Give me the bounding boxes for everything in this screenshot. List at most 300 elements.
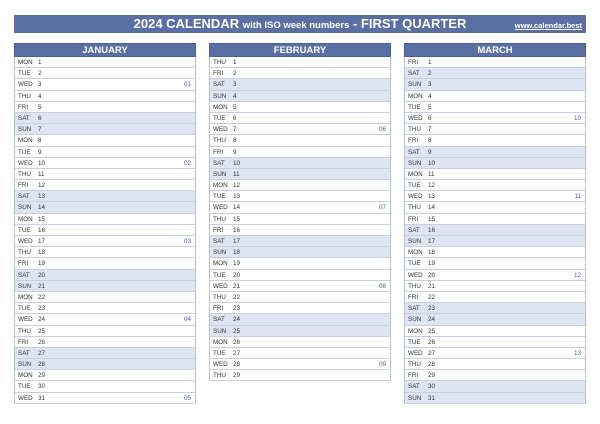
day-number: 13 xyxy=(233,193,241,201)
day-number: 21 xyxy=(38,282,46,290)
title-quarter: - FIRST QUARTER xyxy=(349,16,467,31)
day-row xyxy=(405,102,585,113)
day-of-week: SUN xyxy=(408,238,422,245)
day-row xyxy=(405,258,585,269)
day-of-week: MON xyxy=(213,260,228,268)
day-of-week: SAT xyxy=(18,271,30,279)
day-of-week: TUE xyxy=(18,70,31,78)
day-number: 6 xyxy=(233,114,237,122)
day-row xyxy=(15,135,195,146)
day-of-week: SAT xyxy=(408,305,420,313)
day-row xyxy=(15,326,195,337)
day-row xyxy=(405,292,585,303)
day-number: 17 xyxy=(428,238,436,245)
day-of-week: FRI xyxy=(213,226,224,234)
day-number: 26 xyxy=(428,338,436,346)
day-row xyxy=(405,370,585,381)
day-of-week: SUN xyxy=(408,81,422,89)
day-of-week: TUE xyxy=(408,338,421,346)
day-row xyxy=(210,191,390,202)
day-of-week: SAT xyxy=(408,226,420,234)
day-of-week: WED xyxy=(408,349,423,357)
iso-week-number: 13 xyxy=(573,349,581,357)
day-row xyxy=(405,113,585,124)
day-of-week: WED xyxy=(18,159,33,167)
day-of-week: WED xyxy=(213,126,228,134)
day-of-week: THU xyxy=(18,249,31,257)
day-number: 7 xyxy=(428,126,432,134)
day-number: 6 xyxy=(428,114,432,122)
day-row xyxy=(405,236,585,247)
day-number: 24 xyxy=(38,316,46,324)
day-number: 11 xyxy=(38,170,45,178)
day-number: 21 xyxy=(233,282,241,290)
day-number: 14 xyxy=(428,204,436,212)
day-of-week: SUN xyxy=(18,126,32,134)
day-of-week: SUN xyxy=(408,316,422,324)
day-row xyxy=(405,281,585,292)
day-number: 14 xyxy=(233,204,241,212)
day-of-week: TUE xyxy=(213,114,226,122)
day-row xyxy=(210,124,390,135)
day-row xyxy=(15,281,195,292)
day-row xyxy=(210,281,390,292)
month-march xyxy=(404,43,586,404)
day-row xyxy=(15,102,195,113)
day-of-week: FRI xyxy=(18,260,29,268)
day-row xyxy=(15,314,195,325)
day-row xyxy=(210,68,390,79)
day-row xyxy=(210,337,390,348)
page-header xyxy=(14,15,586,33)
day-number: 3 xyxy=(38,81,42,89)
day-row xyxy=(15,370,195,381)
day-row xyxy=(210,326,390,337)
day-row xyxy=(405,158,585,169)
iso-week-number: 07 xyxy=(378,204,386,212)
day-row xyxy=(405,191,585,202)
day-list xyxy=(14,57,196,404)
day-row xyxy=(210,348,390,359)
day-row xyxy=(210,236,390,247)
day-of-week: TUE xyxy=(213,349,226,357)
iso-week-number: 05 xyxy=(183,394,191,402)
day-row xyxy=(405,270,585,281)
day-row xyxy=(405,326,585,337)
day-number: 2 xyxy=(428,70,432,78)
day-row xyxy=(405,68,585,79)
day-of-week: THU xyxy=(18,327,31,335)
iso-week-number: 10 xyxy=(573,114,581,122)
day-row xyxy=(405,202,585,213)
day-number: 26 xyxy=(38,338,46,346)
day-of-week: FRI xyxy=(408,59,419,66)
day-row xyxy=(210,102,390,113)
day-row xyxy=(210,292,390,303)
day-row xyxy=(405,314,585,325)
day-of-week: SAT xyxy=(18,349,30,357)
day-number: 29 xyxy=(233,372,241,380)
day-number: 12 xyxy=(38,182,46,190)
day-number: 18 xyxy=(233,249,241,257)
day-of-week: THU xyxy=(408,126,421,134)
day-number: 25 xyxy=(233,327,241,335)
day-of-week: SUN xyxy=(408,394,422,402)
day-number: 5 xyxy=(233,103,237,111)
day-row xyxy=(210,247,390,258)
day-row xyxy=(15,147,195,158)
day-number: 13 xyxy=(38,193,46,201)
day-row xyxy=(15,292,195,303)
iso-week-number: 11 xyxy=(574,193,581,201)
day-row xyxy=(210,303,390,314)
day-number: 15 xyxy=(38,215,46,223)
day-row xyxy=(15,348,195,359)
day-row xyxy=(15,236,195,247)
day-row xyxy=(15,337,195,348)
day-number: 24 xyxy=(428,316,436,324)
iso-week-number: 09 xyxy=(378,361,386,369)
day-of-week: MON xyxy=(18,372,33,380)
day-of-week: THU xyxy=(213,59,226,66)
day-number: 27 xyxy=(38,349,46,357)
day-number: 18 xyxy=(38,249,46,257)
day-of-week: SAT xyxy=(408,383,420,391)
day-row xyxy=(15,225,195,236)
day-number: 5 xyxy=(428,103,432,111)
day-number: 8 xyxy=(233,137,237,145)
day-number: 20 xyxy=(38,271,46,279)
day-of-week: MON xyxy=(18,59,33,66)
day-of-week: FRI xyxy=(408,372,419,380)
day-row xyxy=(405,79,585,90)
day-row xyxy=(210,214,390,225)
day-row xyxy=(15,247,195,258)
day-of-week: TUE xyxy=(408,103,421,111)
day-row xyxy=(210,314,390,325)
day-of-week: WED xyxy=(408,114,423,122)
month-january xyxy=(14,43,196,404)
day-number: 6 xyxy=(38,114,42,122)
day-of-week: SAT xyxy=(408,70,420,78)
day-number: 28 xyxy=(428,361,436,369)
day-number: 21 xyxy=(428,282,436,290)
day-of-week: THU xyxy=(213,137,226,145)
day-row xyxy=(15,158,195,169)
iso-week-number: 01 xyxy=(183,81,191,89)
day-of-week: MON xyxy=(213,338,228,346)
day-row xyxy=(405,135,585,146)
day-row xyxy=(210,79,390,90)
day-of-week: FRI xyxy=(18,103,29,111)
day-of-week: SAT xyxy=(213,316,225,324)
day-of-week: TUE xyxy=(18,383,31,391)
day-of-week: SUN xyxy=(213,327,227,335)
day-number: 30 xyxy=(38,383,46,391)
day-number: 3 xyxy=(428,81,432,89)
day-number: 31 xyxy=(38,394,46,402)
day-number: 9 xyxy=(233,148,237,156)
day-number: 22 xyxy=(38,293,46,301)
day-number: 15 xyxy=(428,215,436,223)
day-of-week: WED xyxy=(18,81,33,89)
day-row xyxy=(405,214,585,225)
day-row xyxy=(210,113,390,124)
day-of-week: TUE xyxy=(408,182,421,190)
day-of-week: FRI xyxy=(213,70,224,78)
day-number: 27 xyxy=(233,349,241,357)
day-number: 10 xyxy=(428,159,436,167)
day-number: 28 xyxy=(233,361,241,369)
day-row xyxy=(15,180,195,191)
day-number: 29 xyxy=(428,372,436,380)
iso-week-number: 04 xyxy=(183,316,191,324)
day-row xyxy=(15,68,195,79)
day-of-week: SUN xyxy=(18,361,32,369)
day-number: 8 xyxy=(38,137,42,145)
day-of-week: TUE xyxy=(408,260,421,268)
month-header: JANUARY xyxy=(14,43,196,57)
day-of-week: SUN xyxy=(213,170,227,178)
day-number: 8 xyxy=(428,137,432,145)
day-of-week: FRI xyxy=(18,338,29,346)
day-of-week: TUE xyxy=(213,271,226,279)
day-row xyxy=(405,393,585,404)
day-number: 23 xyxy=(233,305,241,313)
day-number: 16 xyxy=(38,226,46,234)
day-of-week: TUE xyxy=(18,226,31,234)
day-of-week: THU xyxy=(213,215,226,223)
day-row xyxy=(15,202,195,213)
day-number: 4 xyxy=(233,92,237,100)
iso-week-number: 12 xyxy=(573,271,581,279)
day-number: 14 xyxy=(38,204,46,212)
title-subtitle: with ISO week numbers xyxy=(242,20,350,31)
month-header: MARCH xyxy=(404,43,586,57)
day-row xyxy=(15,303,195,314)
day-row xyxy=(210,258,390,269)
day-list xyxy=(209,57,391,381)
day-of-week: THU xyxy=(408,204,421,212)
iso-week-number: 06 xyxy=(378,126,386,134)
day-row xyxy=(405,124,585,135)
day-number: 15 xyxy=(233,215,241,223)
day-of-week: TUE xyxy=(18,305,31,313)
day-row xyxy=(405,180,585,191)
day-number: 13 xyxy=(428,193,436,201)
day-of-week: WED xyxy=(213,361,228,369)
day-number: 27 xyxy=(428,349,436,357)
day-row xyxy=(15,214,195,225)
day-of-week: SUN xyxy=(408,159,422,167)
page-title xyxy=(14,15,586,33)
day-of-week: FRI xyxy=(408,293,419,301)
day-number: 26 xyxy=(233,338,241,346)
title-year: 2024 CALENDAR xyxy=(133,16,243,31)
day-row xyxy=(405,303,585,314)
day-number: 9 xyxy=(428,148,432,156)
day-of-week: FRI xyxy=(213,148,224,156)
day-of-week: MON xyxy=(213,182,228,190)
day-number: 7 xyxy=(233,126,237,134)
day-of-week: SUN xyxy=(213,92,227,100)
day-row xyxy=(405,337,585,348)
day-of-week: SAT xyxy=(213,238,225,245)
day-row xyxy=(15,124,195,135)
day-of-week: THU xyxy=(408,361,421,369)
day-number: 23 xyxy=(428,305,436,313)
day-number: 3 xyxy=(233,81,237,89)
day-of-week: THU xyxy=(18,170,31,178)
day-of-week: FRI xyxy=(408,215,419,223)
month-february xyxy=(209,43,391,381)
day-number: 19 xyxy=(38,260,46,268)
day-of-week: MON xyxy=(408,249,423,257)
day-row xyxy=(15,270,195,281)
day-of-week: THU xyxy=(213,293,226,301)
day-row xyxy=(15,79,195,90)
day-number: 31 xyxy=(428,394,436,402)
day-row xyxy=(15,258,195,269)
day-row xyxy=(210,147,390,158)
day-row xyxy=(210,359,390,370)
day-number: 25 xyxy=(428,327,436,335)
day-number: 12 xyxy=(233,182,241,190)
day-of-week: WED xyxy=(18,316,33,324)
day-of-week: WED xyxy=(213,282,228,290)
day-of-week: SUN xyxy=(213,249,227,257)
day-number: 11 xyxy=(428,170,435,178)
day-number: 1 xyxy=(428,59,432,66)
day-row xyxy=(15,91,195,102)
day-row xyxy=(210,91,390,102)
day-row xyxy=(405,169,585,180)
day-of-week: SAT xyxy=(18,193,30,201)
day-of-week: TUE xyxy=(18,148,31,156)
day-row xyxy=(210,225,390,236)
day-number: 4 xyxy=(428,92,432,100)
day-of-week: SAT xyxy=(18,114,30,122)
site-link[interactable]: www.calendar.best xyxy=(514,21,582,30)
day-number: 9 xyxy=(38,148,42,156)
day-row xyxy=(210,180,390,191)
day-of-week: SUN xyxy=(18,282,32,290)
day-row xyxy=(15,113,195,124)
iso-week-number: 02 xyxy=(183,159,191,167)
day-number: 16 xyxy=(428,226,436,234)
day-of-week: MON xyxy=(18,137,33,145)
day-of-week: WED xyxy=(18,238,33,245)
day-number: 2 xyxy=(38,70,42,78)
day-of-week: SUN xyxy=(18,204,32,212)
day-of-week: THU xyxy=(18,92,31,100)
day-of-week: FRI xyxy=(408,137,419,145)
iso-week-number: 08 xyxy=(378,282,386,290)
day-row xyxy=(210,158,390,169)
day-row xyxy=(405,147,585,158)
day-of-week: TUE xyxy=(213,193,226,201)
day-number: 20 xyxy=(233,271,241,279)
day-number: 10 xyxy=(38,159,46,167)
day-of-week: SAT xyxy=(213,81,225,89)
day-of-week: MON xyxy=(408,327,423,335)
day-of-week: THU xyxy=(213,372,226,380)
day-number: 22 xyxy=(233,293,241,301)
day-row xyxy=(15,393,195,404)
day-number: 2 xyxy=(233,70,237,78)
day-of-week: MON xyxy=(18,293,33,301)
day-number: 25 xyxy=(38,327,46,335)
day-number: 29 xyxy=(38,372,46,380)
day-list xyxy=(404,57,586,404)
day-row xyxy=(405,91,585,102)
day-row xyxy=(405,359,585,370)
day-number: 4 xyxy=(38,92,42,100)
day-of-week: WED xyxy=(213,204,228,212)
day-row xyxy=(15,57,195,68)
day-of-week: WED xyxy=(408,271,423,279)
day-row xyxy=(15,359,195,370)
day-row xyxy=(405,225,585,236)
day-row xyxy=(210,202,390,213)
day-number: 17 xyxy=(38,238,46,245)
month-header: FEBRUARY xyxy=(209,43,391,57)
day-number: 23 xyxy=(38,305,46,313)
day-number: 16 xyxy=(233,226,241,234)
day-row xyxy=(210,169,390,180)
day-number: 28 xyxy=(38,361,46,369)
day-number: 20 xyxy=(428,271,436,279)
day-row xyxy=(405,247,585,258)
day-number: 10 xyxy=(233,159,241,167)
day-row xyxy=(210,135,390,146)
day-number: 5 xyxy=(38,103,42,111)
day-row xyxy=(210,57,390,68)
day-number: 19 xyxy=(428,260,436,268)
day-row xyxy=(15,381,195,392)
day-of-week: WED xyxy=(18,394,33,402)
day-of-week: FRI xyxy=(18,182,29,190)
day-number: 7 xyxy=(38,126,42,134)
day-of-week: MON xyxy=(408,170,423,178)
day-of-week: MON xyxy=(408,92,423,100)
day-row xyxy=(405,381,585,392)
day-number: 1 xyxy=(233,59,237,66)
day-row xyxy=(405,57,585,68)
iso-week-number: 03 xyxy=(183,238,191,245)
day-number: 30 xyxy=(428,383,436,391)
day-row xyxy=(15,169,195,180)
day-number: 24 xyxy=(233,316,241,324)
day-number: 18 xyxy=(428,249,436,257)
day-of-week: SAT xyxy=(213,159,225,167)
day-number: 11 xyxy=(233,170,240,178)
day-of-week: THU xyxy=(408,282,421,290)
day-number: 17 xyxy=(233,238,241,245)
day-of-week: WED xyxy=(408,193,423,201)
day-number: 19 xyxy=(233,260,241,268)
day-row xyxy=(210,270,390,281)
day-number: 1 xyxy=(38,59,42,66)
day-row xyxy=(15,191,195,202)
day-of-week: FRI xyxy=(213,305,224,313)
day-of-week: MON xyxy=(213,103,228,111)
day-row xyxy=(210,370,390,381)
day-row xyxy=(405,348,585,359)
day-of-week: SAT xyxy=(408,148,420,156)
day-number: 12 xyxy=(428,182,436,190)
day-of-week: MON xyxy=(18,215,33,223)
